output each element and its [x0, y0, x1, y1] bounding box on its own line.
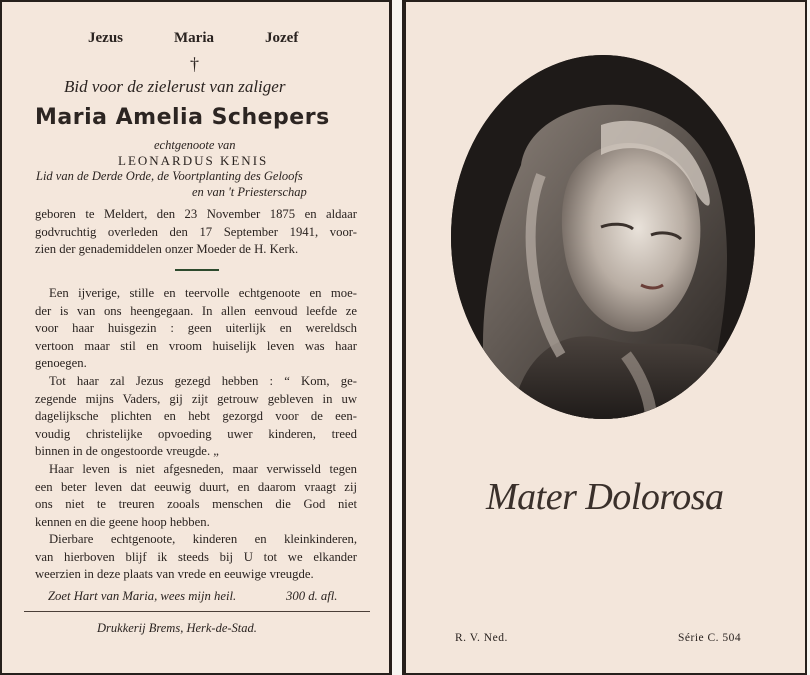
madonna-portrait	[451, 55, 755, 419]
paragraph-line: weerzien in deze plaats van vrede en eeuwige vreugde.	[35, 567, 314, 581]
paragraph-line: dagelijksche plichten en hebt gezorgd voor de een-	[35, 409, 357, 423]
paragraph-line: zegende mijns Vaders, gij zijt getrouw gebleven in uw	[35, 391, 357, 406]
holy-name-jezus: Jezus	[88, 30, 123, 46]
paragraph-line: van hierboven blijf ik steeds bij U tot we elkander	[35, 549, 357, 564]
paragraph-line: voudig christelijke opvoeding uwer kinderen, treed	[35, 426, 357, 441]
paragraph-line: ons niet te treuren zooals menschen die God niet	[35, 497, 357, 511]
closing-prayer: Zoet Hart van Maria, wees mijn heil.	[48, 589, 237, 603]
life-detail-line: zien der genademiddelen onzer Moeder de H. Kerk.	[35, 242, 299, 256]
footer-rule	[24, 611, 370, 612]
membership-line-1: Lid van de Derde Orde, de Voortplanting des Geloofs	[36, 169, 303, 183]
paragraph-line: Dierbare echtgenoote, kinderen en kleinkinderen,	[49, 532, 357, 546]
holy-name-jozef: Jozef	[265, 30, 299, 46]
series-number: Série C. 504	[678, 632, 742, 644]
printer-credit: Drukkerij Brems, Herk-de-Stad.	[97, 621, 257, 635]
spouse-name: LEONARDUS KENIS	[118, 153, 269, 168]
spouse-intro: echtgenoote van	[154, 138, 236, 152]
publisher-mark: R. V. Ned.	[455, 632, 508, 644]
memorial-paragraph-3	[35, 461, 357, 531]
divider	[175, 269, 219, 271]
paragraph-line: Tot haar zal Jezus gezegd hebben : “ Kom, ge-	[49, 374, 357, 388]
memorial-paragraph-4	[35, 531, 357, 584]
deceased-name: Maria Amelia Schepers	[35, 105, 330, 130]
prayer-request: Bid voor de zielerust van zaliger	[64, 77, 286, 96]
paragraph-line: kennen en die geene hoop hebben.	[35, 514, 210, 529]
paragraph-line: een beter leven dat eeuwig duurt, en daarom vraagt zij	[35, 479, 357, 494]
indulgence-note: 300 d. afl.	[286, 589, 338, 603]
membership-line-2: en van 't Priesterschap	[192, 185, 307, 199]
memorial-paragraph-2	[35, 373, 357, 461]
cross-icon: †	[190, 54, 199, 74]
paragraph-line: voor haar huisgezin : geen uiterlijk en wereldsch	[35, 321, 357, 335]
paragraph-line: der is van ons heengegaan. In allen eenvoud leefde ze	[35, 303, 357, 318]
left-memorial-card	[0, 0, 392, 675]
life-detail-line: geboren te Meldert, den 23 November 1875 en aldaar	[35, 207, 357, 221]
memorial-paragraph-1	[35, 285, 357, 373]
life-detail-line: godvruchtig overleden den 17 September 1941, voor-	[35, 224, 357, 239]
paragraph-line: Haar leven is niet afgesneden, maar verwisseld tegen	[49, 462, 357, 476]
paragraph-line: vertoon maar stil en vroom huiselijk leven was haar	[35, 338, 357, 353]
paragraph-line: Een ijverige, stille en teervolle echtgenoote en moe-	[49, 286, 357, 300]
life-details	[35, 206, 357, 259]
madonna-portrait-image	[451, 55, 755, 419]
image-title: Mater Dolorosa	[486, 476, 724, 518]
paragraph-line: binnen in de ongestoorde vreugde. „	[35, 444, 219, 458]
paragraph-line: genoegen.	[35, 356, 87, 370]
holy-name-maria: Maria	[174, 30, 214, 46]
